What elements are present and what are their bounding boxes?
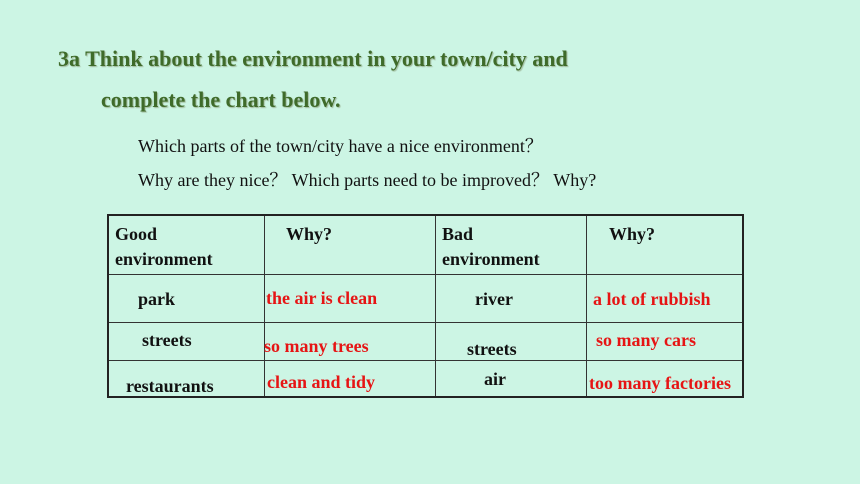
header-good-line-2: environment (115, 249, 213, 269)
row-divider (109, 274, 742, 275)
table-row-1-why-good: the air is clean (266, 288, 378, 308)
header-good-line-1: Good (115, 224, 158, 244)
header-why-good: Why? (286, 224, 333, 244)
table-row-2-good: streets (142, 330, 192, 350)
heading-line-2: complete the chart below. (101, 87, 341, 112)
table-row-3-why-good: clean and tidy (267, 372, 376, 392)
heading-line-1: 3a Think about the environment in your town/city and (58, 46, 568, 71)
environment-chart-table (107, 214, 744, 398)
column-divider (264, 216, 265, 396)
table-row-3-good: restaurants (126, 376, 214, 396)
row-divider (109, 322, 742, 323)
header-bad-line-1: Bad (442, 224, 474, 244)
table-row-1-bad: river (475, 289, 513, 309)
header-why-bad: Why? (609, 224, 656, 244)
table-row-2-bad: streets (467, 339, 517, 359)
table-row-3-why-bad: too many factories (589, 373, 731, 393)
column-divider (435, 216, 436, 396)
header-bad-line-2: environment (442, 249, 540, 269)
question-line-2: Why are they nice？ Which parts need to be improved？ Why? (138, 170, 597, 190)
column-divider (586, 216, 587, 396)
table-row-1-why-bad: a lot of rubbish (593, 289, 711, 309)
table-row-1-good: park (138, 289, 176, 309)
row-divider (109, 360, 742, 361)
table-row-2-why-good: so many trees (264, 336, 369, 356)
table-row-3-bad: air (484, 369, 506, 389)
table-row-2-why-bad: so many cars (596, 330, 696, 350)
question-line-1: Which parts of the town/city have a nice environment？ (138, 136, 543, 156)
